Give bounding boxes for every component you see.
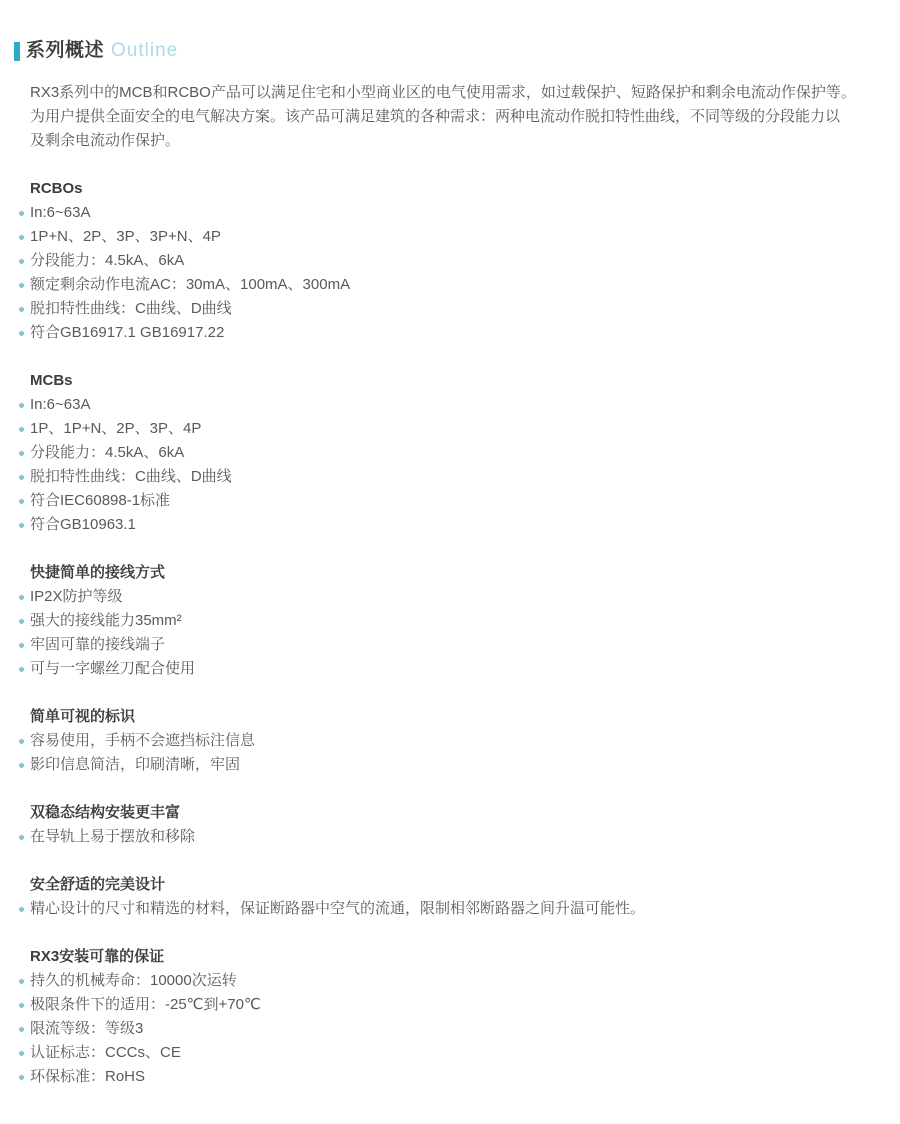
feature-section — [30, 801, 870, 849]
bullet-item — [30, 825, 870, 849]
bullet-dot-icon — [19, 451, 24, 456]
bullet-item — [30, 465, 870, 489]
bullet-item-text: 容易使用，手柄不会遮挡标注信息 — [30, 732, 256, 749]
section-heading: MCBs — [30, 372, 73, 389]
page-title-cn: 系列概述 — [26, 40, 105, 61]
bullet-item-text: 符合GB16917.1 GB16917.22 — [30, 324, 225, 341]
bullet-item — [30, 633, 870, 657]
bullet-dot-icon — [19, 307, 24, 312]
bullet-item — [30, 441, 870, 465]
bullet-item-text: 分段能力：4.5kA、6kA — [30, 444, 185, 461]
bullet-item-text: 持久的机械寿命：10000次运转 — [30, 972, 237, 989]
section-heading: 简单可视的标识 — [30, 708, 136, 725]
bullet-dot-icon — [19, 259, 24, 264]
section-heading: RX3安装可靠的保证 — [30, 948, 165, 965]
bullet-list — [30, 729, 870, 777]
bullet-dot-icon — [19, 619, 24, 624]
bullet-item-text: 极限条件下的适用：-25℃到+70℃ — [30, 996, 261, 1013]
bullet-item-text: 符合GB10963.1 — [30, 516, 136, 533]
section-heading: 双稳态结构安装更丰富 — [30, 804, 181, 821]
bullet-list — [30, 825, 870, 849]
bullet-list — [30, 897, 870, 921]
bullet-item-text: 精心设计的尺寸和精选的材料，保证断路器中空气的流通，限制相邻断路器之间升温可能性。 — [30, 900, 646, 917]
bullet-dot-icon — [19, 475, 24, 480]
page-header — [14, 40, 870, 62]
bullet-item — [30, 201, 870, 225]
bullet-item-text: 环保标准：RoHS — [30, 1068, 146, 1085]
bullet-item — [30, 729, 870, 753]
bullet-dot-icon — [19, 211, 24, 216]
intro-line-3: 及剩余电流动作保护。 — [30, 132, 181, 149]
bullet-dot-icon — [19, 763, 24, 768]
intro-line-1: RX3系列中的MCB和RCBO产品可以满足住宅和小型商业区的电气使用需求，如过载保护、短路保护和剩余电流动作保护等。 — [30, 84, 856, 101]
bullet-dot-icon — [19, 835, 24, 840]
bullet-list — [30, 201, 870, 345]
bullet-item — [30, 489, 870, 513]
section-heading: RCBOs — [30, 180, 83, 197]
bullet-item — [30, 897, 870, 921]
bullet-dot-icon — [19, 283, 24, 288]
bullet-item-text: 1P+N、2P、3P、3P+N、4P — [30, 228, 221, 245]
bullet-dot-icon — [19, 1051, 24, 1056]
bullet-item — [30, 1065, 870, 1089]
bullet-item — [30, 225, 870, 249]
section-heading: 安全舒适的完美设计 — [30, 876, 166, 893]
bullet-item-text: 额定剩余动作电流AC：30mA、100mA、300mA — [30, 276, 351, 293]
bullet-dot-icon — [19, 1075, 24, 1080]
bullet-item-text: 强大的接线能力35mm² — [30, 612, 182, 629]
bullet-item-text: 在导轨上易于摆放和移除 — [30, 828, 196, 845]
bullet-item-text: 认证标志：CCCs、CE — [30, 1044, 181, 1061]
bullet-item — [30, 657, 870, 681]
feature-sections — [30, 177, 870, 1089]
bullet-item — [30, 969, 870, 993]
bullet-item-text: In:6~63A — [30, 204, 91, 221]
bullet-item — [30, 609, 870, 633]
bullet-dot-icon — [19, 1003, 24, 1008]
bullet-item-text: 限流等级：等级3 — [30, 1020, 144, 1037]
bullet-dot-icon — [19, 427, 24, 432]
bullet-list — [30, 969, 870, 1089]
bullet-item — [30, 1041, 870, 1065]
bullet-item-text: 符合IEC60898-1标准 — [30, 492, 171, 509]
bullet-dot-icon — [19, 499, 24, 504]
bullet-dot-icon — [19, 739, 24, 744]
bullet-item — [30, 585, 870, 609]
feature-section — [30, 561, 870, 681]
feature-section — [30, 873, 870, 921]
bullet-item-text: 脱扣特性曲线：C曲线、D曲线 — [30, 468, 232, 485]
bullet-item-text: IP2X防护等级 — [30, 588, 123, 605]
bullet-dot-icon — [19, 667, 24, 672]
bullet-item — [30, 1017, 870, 1041]
bullet-item-text: 牢固可靠的接线端子 — [30, 636, 166, 653]
bullet-item — [30, 321, 870, 345]
page-title — [26, 40, 178, 62]
bullet-item — [30, 393, 870, 417]
bullet-item-text: 可与一字螺丝刀配合使用 — [30, 660, 196, 677]
feature-section — [30, 945, 870, 1089]
intro-paragraph — [30, 81, 870, 153]
bullet-item — [30, 993, 870, 1017]
bullet-item-text: In:6~63A — [30, 396, 91, 413]
bullet-dot-icon — [19, 235, 24, 240]
bullet-dot-icon — [19, 403, 24, 408]
accent-bar — [14, 42, 20, 61]
bullet-list — [30, 393, 870, 537]
bullet-item-text: 分段能力：4.5kA、6kA — [30, 252, 185, 269]
bullet-list — [30, 585, 870, 681]
bullet-dot-icon — [19, 907, 24, 912]
bullet-item — [30, 273, 870, 297]
section-heading: 快捷简单的接线方式 — [30, 564, 166, 581]
bullet-dot-icon — [19, 1027, 24, 1032]
bullet-dot-icon — [19, 979, 24, 984]
feature-section — [30, 705, 870, 777]
bullet-item — [30, 417, 870, 441]
bullet-dot-icon — [19, 331, 24, 336]
bullet-dot-icon — [19, 523, 24, 528]
bullet-dot-icon — [19, 595, 24, 600]
page-title-en: Outline — [111, 40, 179, 61]
bullet-item — [30, 753, 870, 777]
bullet-dot-icon — [19, 643, 24, 648]
feature-section — [30, 369, 870, 537]
intro-line-2: 为用户提供全面安全的电气解决方案。该产品可满足建筑的各种需求：两种电流动作脱扣特性曲线，不同等级的分段能力以 — [30, 108, 841, 125]
feature-section — [30, 177, 870, 345]
bullet-item-text: 1P、1P+N、2P、3P、4P — [30, 420, 202, 437]
bullet-item-text: 影印信息简洁，印刷清晰，牢固 — [30, 756, 241, 773]
bullet-item — [30, 513, 870, 537]
bullet-item — [30, 297, 870, 321]
bullet-item-text: 脱扣特性曲线：C曲线、D曲线 — [30, 300, 232, 317]
bullet-item — [30, 249, 870, 273]
